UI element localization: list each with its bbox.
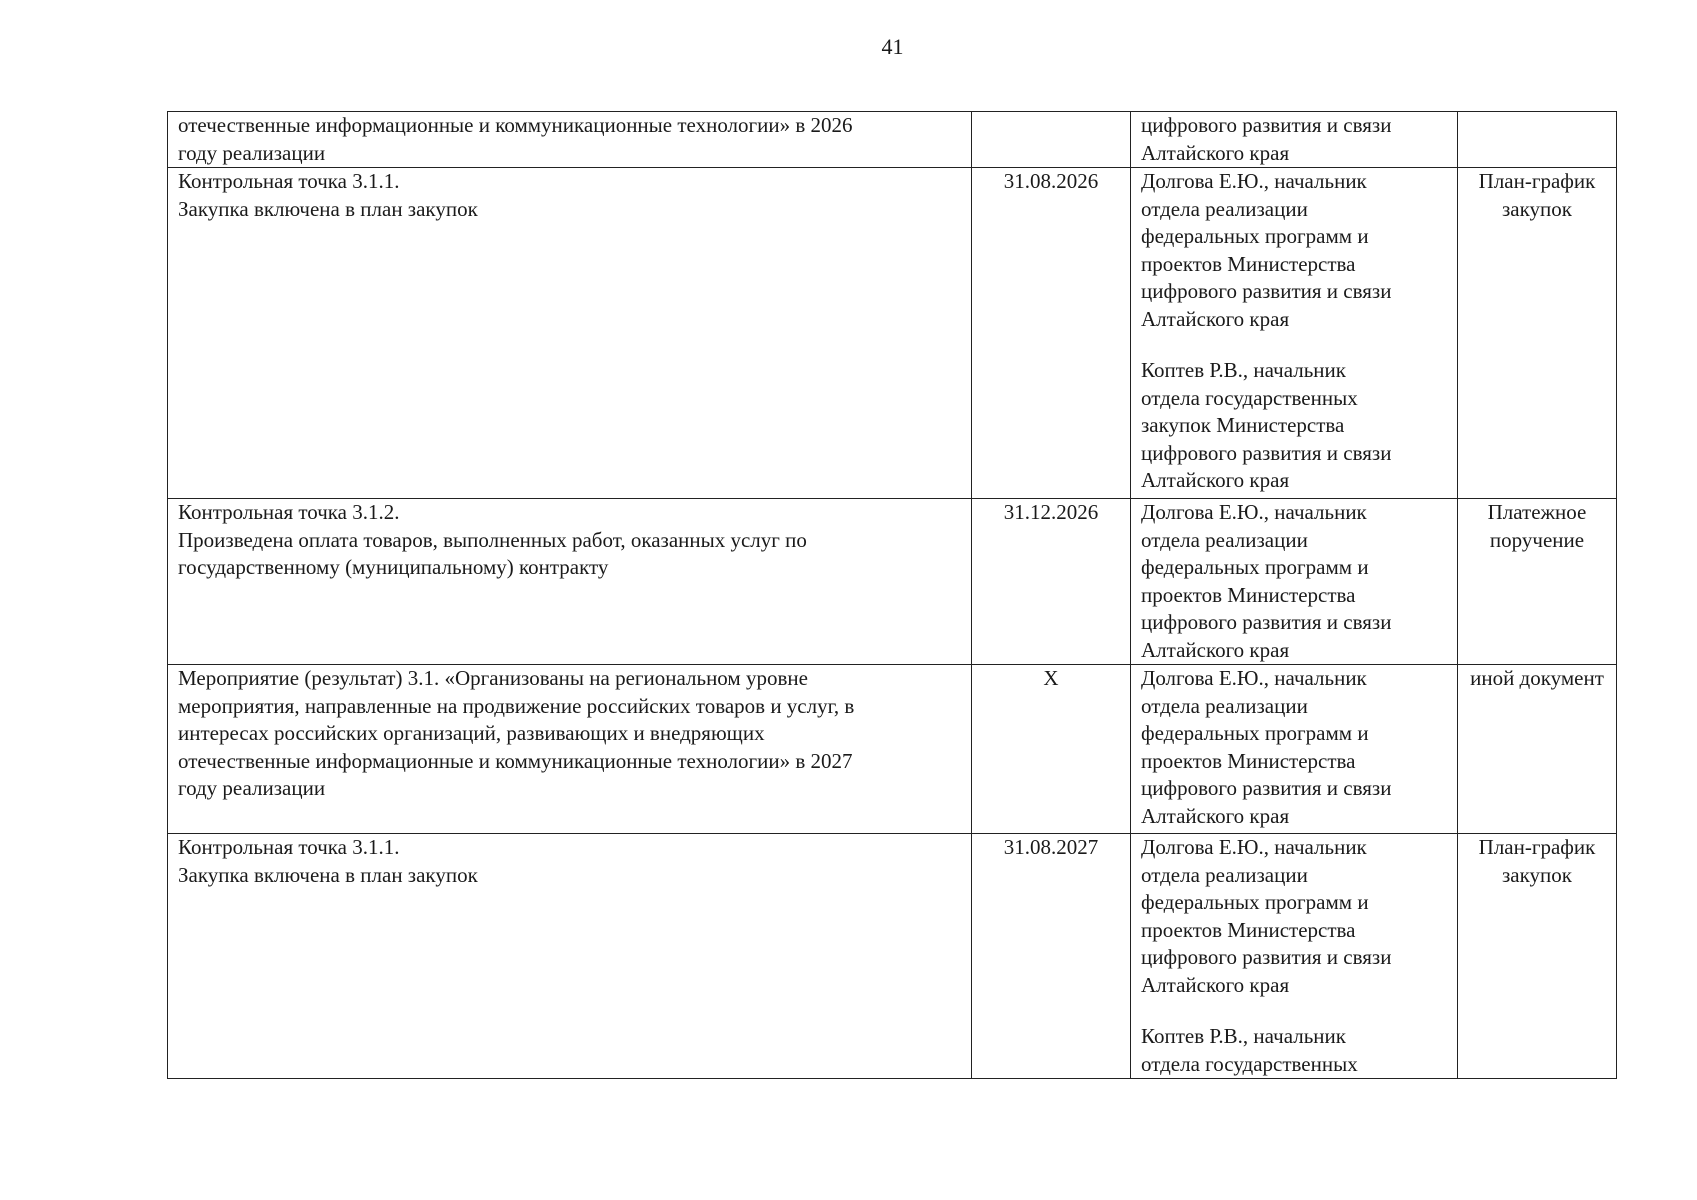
responsible-line: цифрового развития и связи [1141, 113, 1392, 137]
activity-name-line: мероприятия, направленные на продвижение российских товаров и услуг, в [178, 693, 855, 718]
responsible-line: отдела реализации [1141, 693, 1308, 718]
activity-name-line: Контрольная точка 3.1.2. [178, 500, 400, 524]
deadline-cell: 31.12.2026 [972, 499, 1131, 665]
document-type-cell: План-график закупок [1458, 834, 1617, 1079]
responsible-line: Долгова Е.Ю., начальник [1141, 666, 1367, 690]
table-row [168, 665, 1617, 834]
responsible-line: закупок Министерства [1141, 413, 1345, 437]
responsible-line: Долгова Е.Ю., начальник [1141, 500, 1367, 524]
responsible-line: Алтайского края [1141, 140, 1290, 165]
activity-name-cell [168, 168, 972, 499]
responsible-line: Коптев Р.В., начальник [1141, 358, 1346, 382]
page-number: 41 [881, 34, 904, 59]
activity-name-line: отечественные информационные и коммуникационные технологии» в 2027 [178, 748, 853, 773]
responsible-line: отдела государственных [1141, 385, 1358, 410]
responsible-line: цифрового развития и связи [1141, 440, 1392, 465]
table-row [168, 168, 1617, 499]
responsible-line: проектов Министерства [1141, 582, 1356, 607]
responsible-cell [1131, 834, 1458, 1079]
activity-name-line: Контрольная точка 3.1.1. [178, 169, 400, 193]
responsible-line: Алтайского края [1141, 637, 1290, 662]
table-row [168, 834, 1617, 1079]
deadline-cell [972, 112, 1131, 168]
table-row [168, 499, 1617, 665]
deadline-cell: 31.08.2026 [972, 168, 1131, 499]
responsible-line: Алтайского края [1141, 972, 1290, 997]
responsible-person [1141, 168, 1447, 333]
responsible-person [1141, 834, 1447, 999]
responsible-person [1141, 357, 1447, 495]
responsible-line: отдела реализации [1141, 862, 1308, 887]
deadline-cell: X [972, 665, 1131, 834]
responsible-person [1141, 1023, 1447, 1078]
responsible-line: федеральных программ и [1141, 890, 1369, 914]
responsible-cell [1131, 112, 1458, 168]
responsible-cell [1131, 168, 1458, 499]
document-type-cell: План-график закупок [1458, 168, 1617, 499]
activity-name-cell [168, 499, 972, 665]
responsible-line: отдела государственных [1141, 1051, 1358, 1076]
activity-name-line: Мероприятие (результат) 3.1. «Организованы на региональном уровне [178, 666, 808, 690]
responsible-line: проектов Министерства [1141, 251, 1356, 276]
activity-name-line: государственному (муниципальному) контракту [178, 555, 609, 579]
document-type-cell [1458, 112, 1617, 168]
responsible-person [1141, 665, 1447, 830]
responsible-line: федеральных программ и [1141, 721, 1369, 745]
responsible-line: Долгова Е.Ю., начальник [1141, 835, 1367, 859]
responsible-line: Алтайского края [1141, 803, 1290, 828]
responsible-person [1141, 112, 1447, 167]
responsible-line: проектов Министерства [1141, 917, 1356, 942]
responsible-line: цифрового развития и связи [1141, 776, 1392, 800]
activity-name-line: году реализации [178, 776, 326, 800]
responsible-line: цифрового развития и связи [1141, 610, 1392, 634]
responsible-line: Алтайского края [1141, 468, 1290, 492]
responsible-line: цифрового развития и связи [1141, 279, 1392, 303]
activity-name-line: Закупка включена в план закупок [178, 196, 478, 221]
document-type-cell: Платежное поручение [1458, 499, 1617, 665]
activity-name-line: году реализации [178, 140, 326, 165]
activity-name-line: интересах российских организаций, развивающих и внедряющих [178, 721, 765, 745]
deadline-cell: 31.08.2027 [972, 834, 1131, 1079]
responsible-line: отдела реализации [1141, 196, 1308, 221]
document-type-cell: иной документ [1458, 665, 1617, 834]
plan-table [167, 111, 1617, 1079]
responsible-line: проектов Министерства [1141, 748, 1356, 773]
responsible-line: федеральных программ и [1141, 555, 1369, 579]
table-row [168, 112, 1617, 168]
activity-name-cell [168, 834, 972, 1079]
responsible-person [1141, 499, 1447, 664]
responsible-line: Долгова Е.Ю., начальник [1141, 169, 1367, 193]
responsible-line: федеральных программ и [1141, 224, 1369, 248]
responsible-line: отдела реализации [1141, 527, 1308, 552]
responsible-cell [1131, 499, 1458, 665]
responsible-line: Алтайского края [1141, 306, 1290, 331]
activity-name-line: Контрольная точка 3.1.1. [178, 835, 400, 859]
responsible-cell [1131, 665, 1458, 834]
activity-name-line: Произведена оплата товаров, выполненных работ, оказанных услуг по [178, 527, 807, 552]
activity-name-line: Закупка включена в план закупок [178, 862, 478, 887]
activity-name-cell [168, 112, 972, 168]
responsible-line: цифрового развития и связи [1141, 945, 1392, 969]
plan-table-body [168, 112, 1617, 1079]
responsible-line: Коптев Р.В., начальник [1141, 1024, 1346, 1048]
activity-name-cell [168, 665, 972, 834]
activity-name-line: отечественные информационные и коммуникационные технологии» в 2026 [178, 113, 853, 137]
